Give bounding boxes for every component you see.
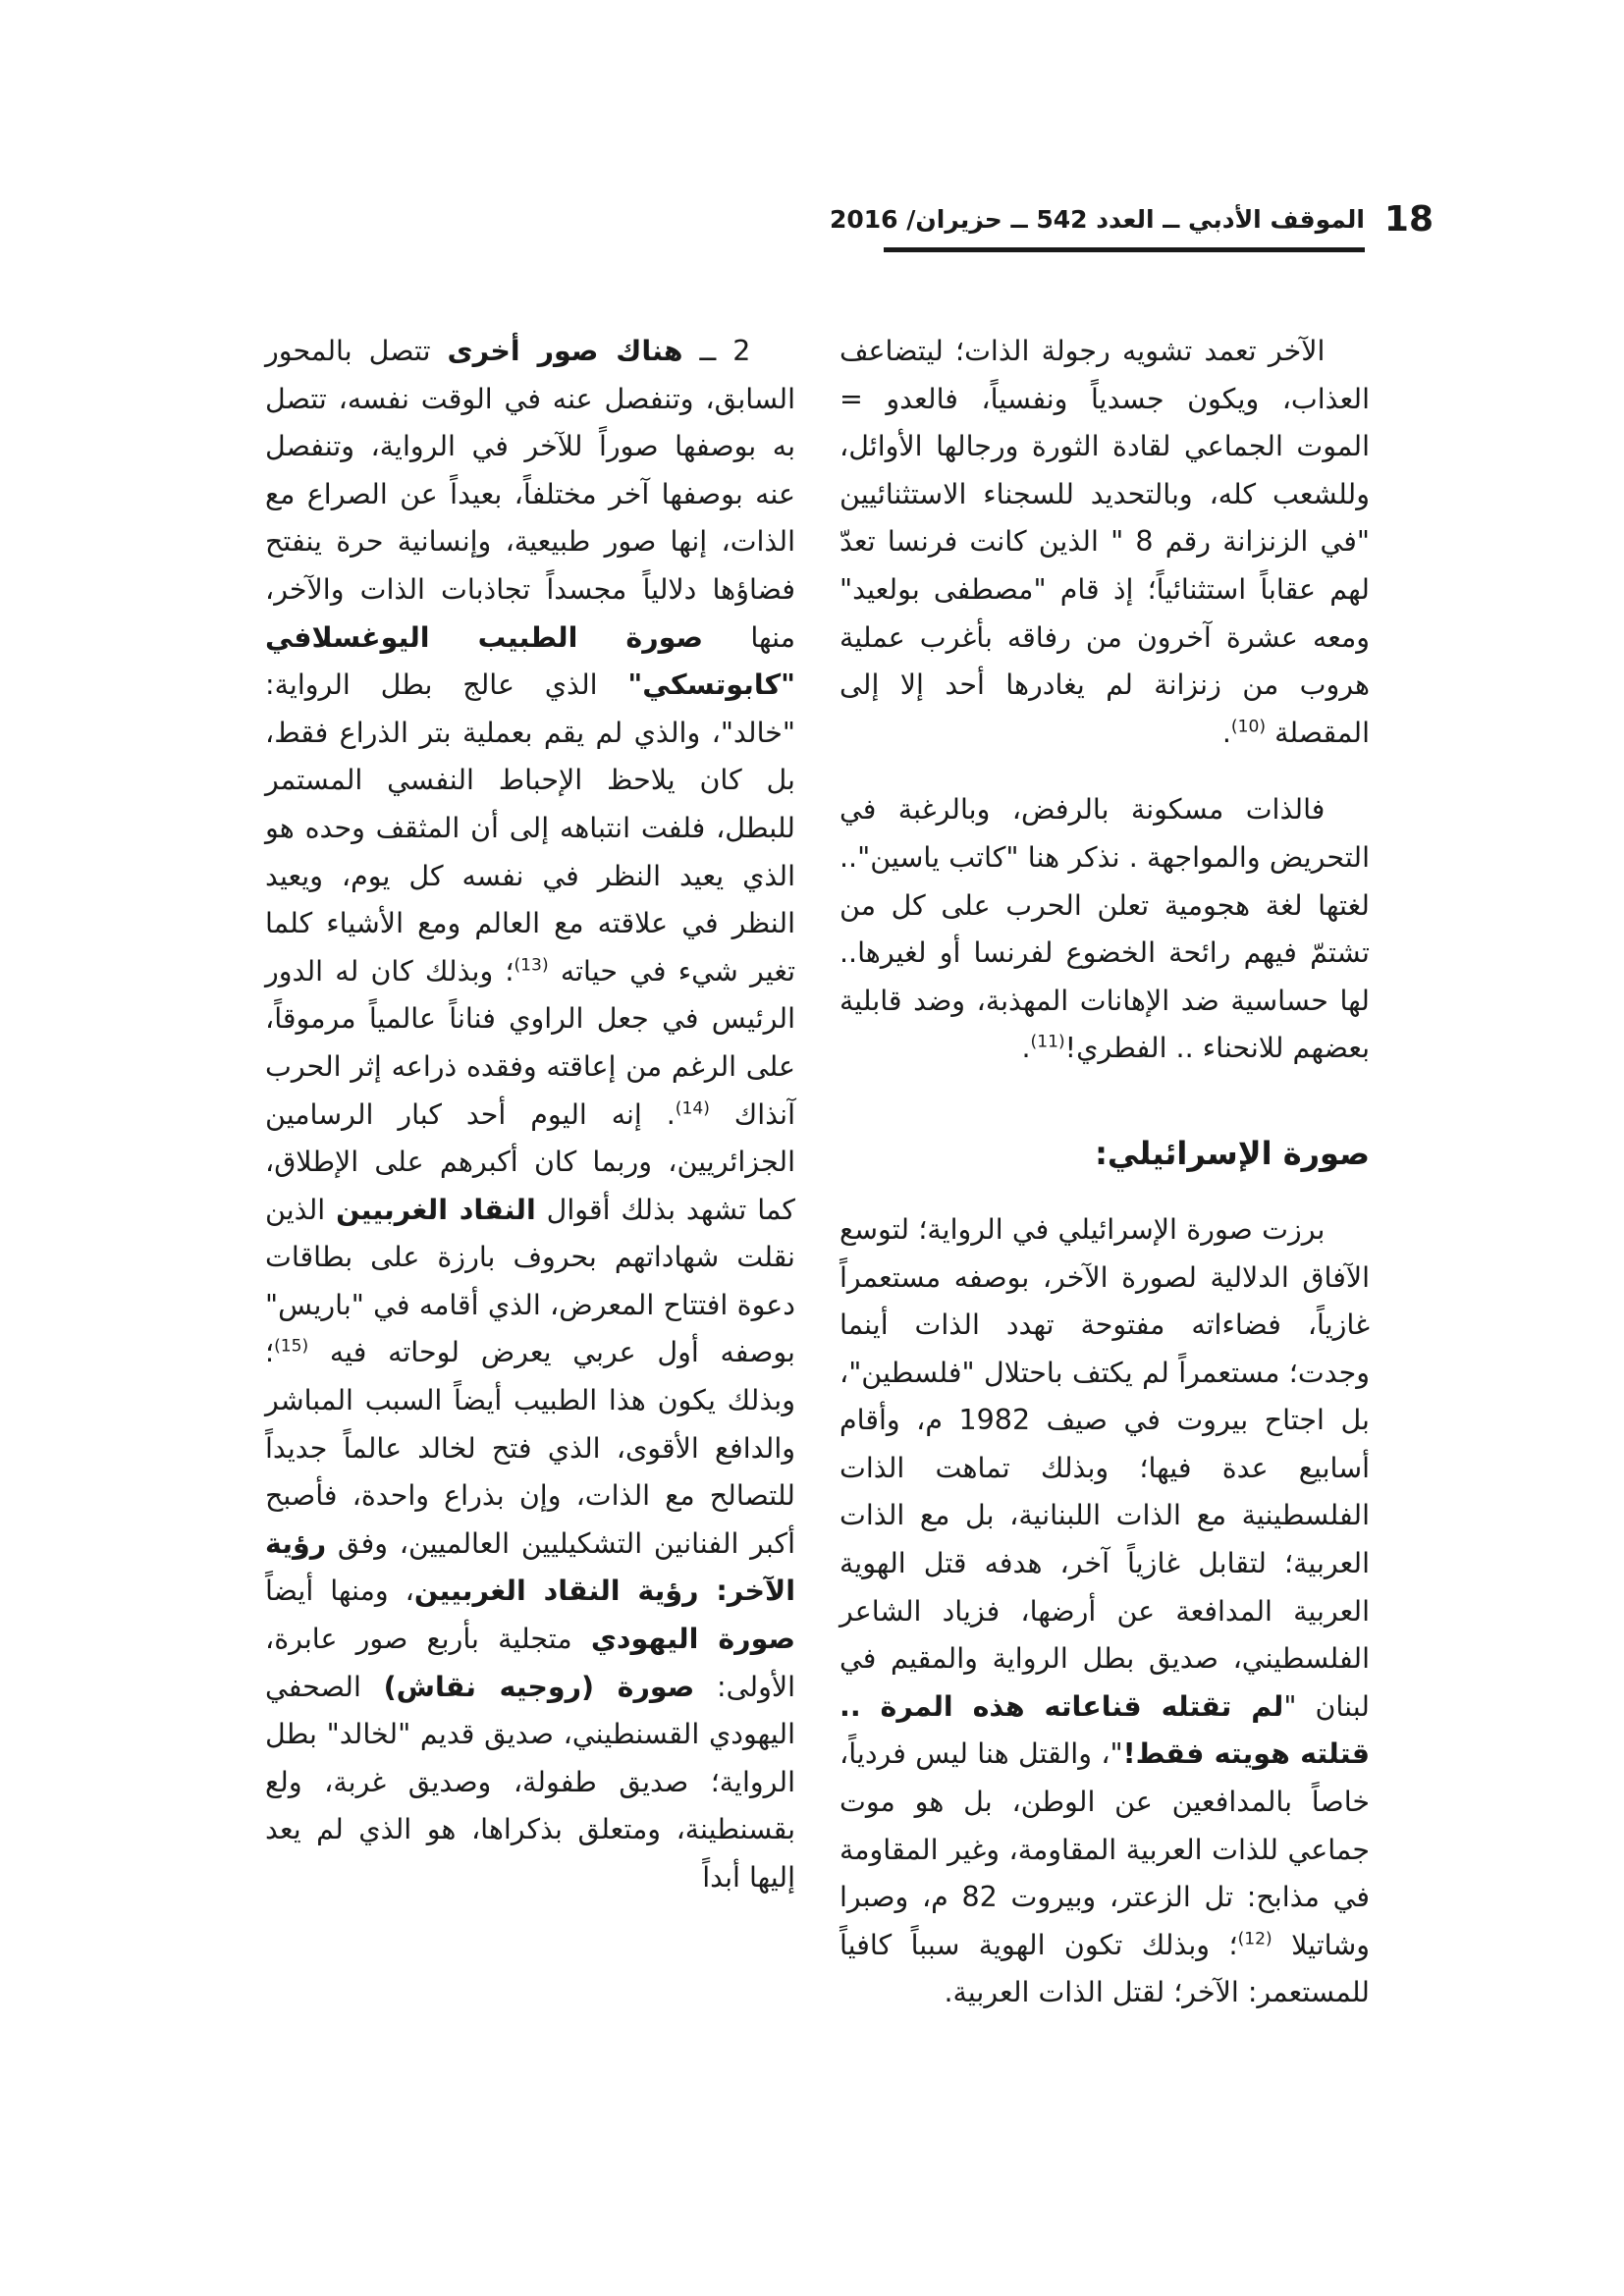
text-run-3: ؛ وبذلك كان له الدور الرئيس في جعل الراوي فناناً عالمياً مرموقاً، على الرغم من إعاقته وفقده ذراعه إثر الحرب آنذاك: [265, 954, 795, 1131]
paragraph-1: [839, 328, 1370, 757]
footnote-ref-14: (14): [675, 1098, 710, 1118]
text-run-4: . إنه اليوم أحد كبار الرسامين الجزائريين، وربما كان أكبرهم على الإطلاق، كما تشهد بذلك أقوال: [265, 1097, 795, 1226]
bold-phrase-1: هناك صور أخرى: [447, 335, 683, 367]
footnote-ref-15: (15): [274, 1336, 309, 1357]
text-run-2: الذي عالج بطل الرواية: "خالد"، والذي لم يقم بعملية بتر الذراع فقط، بل كان يلاحظ الإحباط النفسي المستمر للبطل، فلفت انتباهه إلى أن المثقف وحده هو الذي يعيد النظر في نفسه كل يوم، ويعيد النظر في علاقته مع العالم ومع الأشياء كلما تغير شيء في حياته: [265, 668, 795, 988]
bold-phrase-6: صورة (روجيه نقاش): [383, 1670, 695, 1703]
text-run-1: تتصل بالمحور السابق، وتنفصل عنه في الوقت نفسه، تتصل به بوصفها صوراً للآخر في الرواية، وتنفصل عنه بوصفها آخر مختلفاً، بعيداً عن الصراع مع الذات، إنها صور طبيعية، وإنسانية حرة ينفتح فضاؤها دلالياً مجسداً تجاذبات الذات والآخر، منها: [265, 335, 795, 654]
page-header: [829, 192, 1434, 251]
bold-phrase-4: رؤية الآخر: رؤية النقاد الغربيين: [265, 1526, 795, 1608]
page-number: 18: [1383, 199, 1434, 240]
right-column: [839, 328, 1370, 2017]
paragraph-1-text: الآخر تعمد تشويه رجولة الذات؛ ليتضاعف العذاب، ويكون جسدياً ونفسياً، فالعدو = الموت الجماعي لقادة الثورة ورجالها الأوائل، وللشعب كله، وبالتحديد للسجناء الاستثنائيين "في الزنزانة رقم 8 " الذين كانت فرنسا تعدّ لهم عقاباً استثنائياً؛ إذ قام "مصطفى بولعيد" ومعه عشرة آخرون من رفاقه بأغرب عملية هروب من زنزانة لم يغادرها أحد إلا إلى المقصلة: [839, 335, 1370, 749]
paragraph-3-quote: لم تقتله قناعاته هذه المرة .. قتلته هويته فقط!: [839, 1689, 1370, 1771]
text-run-9: الصحفي اليهودي القسنطيني، صديق قديم "لخالد" بطل الرواية؛ صديق طفولة، وصديق غربة، ولع بقسنطينة، ومتعلق بذكراها، هو الذي لم يعد إليها أبداً: [265, 1670, 795, 1894]
paragraph-3: [839, 1206, 1370, 2017]
running-title: الموقف الأدبي ــ العدد 542 ــ حزيران/ 2016: [829, 205, 1365, 234]
text-run-6: ؛ وبذلك يكون هذا الطبيب أيضاً السبب المباشر والدافع الأقوى، الذي فتح لخالد عالماً جديداً للتصالح مع الذات، وإن بذراع واحدة، فأصبح أكبر الفنانين التشكيليين العالميين، وفق: [265, 1336, 795, 1560]
text-run-7: ، ومنها أيضاً: [265, 1575, 414, 1608]
bold-phrase-5: صورة اليهودي: [590, 1623, 795, 1656]
paragraph-1-end: .: [1221, 716, 1231, 749]
paragraph-3-text-a: برزت صورة الإسرائيلي في الرواية؛ لتوسع الآفاق الدلالية لصورة الآخر، بوصفه مستعمراً غازياً، فضاءاته مفتوحة تهدد الذات أينما وجدت؛ مستعمراً لم يكتف باحتلال "فلسطين"، بل اجتاح بيروت في صيف 1982 م، وأقام أسابيع عدة فيها؛ وبذلك تماهت الذات الفلسطينية مع الذات اللبنانية، بل مع الذات العربية؛ لتقابل غازياً آخر، هدفه قتل الهوية العربية المدافعة عن أرضها، فزياد الشاعر الفلسطيني، صديق بطل الرواية والمقيم في لبنان ": [839, 1212, 1370, 1723]
paragraph-2-text: فالذات مسكونة بالرفض، وبالرغبة في التحريض والمواجهة . نذكر هنا "كاتب ياسين".. لغتها لغة هجومية تعلن الحرب على كل من تشتمّ فيهم رائحة الخضوع لفرنسا أو لغيرها.. لها حساسية ضد الإهانات المهذبة، وضد قابلية بعضهم للانحناء .. الفطري!: [839, 793, 1370, 1065]
text-run-5: الذين نقلت شهاداتهم بحروف بارزة على بطاقات دعوة افتتاح المعرض، الذي أقامه في "باريس" بوصفه أول عربي يعرض لوحاته فيه: [265, 1193, 795, 1369]
footnote-ref-13: (13): [514, 955, 549, 976]
footnote-ref-11: (11): [1030, 1032, 1065, 1052]
bold-phrase-3: النقاد الغربيين: [336, 1193, 536, 1226]
paragraph-2-end: .: [1021, 1032, 1031, 1065]
header-rule: [884, 247, 1365, 252]
paragraph-2: [839, 786, 1370, 1073]
item-number: 2 ــ: [699, 335, 751, 367]
paragraph-4: [265, 328, 795, 1902]
bold-phrase-2: صورة الطبيب اليوغسلافي "كابوتسكي": [265, 620, 795, 702]
section-heading: صورة الإسرائيلي:: [1095, 1134, 1370, 1172]
paragraph-3-end: ؛ وبذلك تكون الهوية سبباً كافياً للمستعمر: الآخر؛ لقتل الذات العربية.: [839, 1928, 1370, 2009]
footnote-ref-10: (10): [1230, 717, 1266, 737]
paragraph-3-text-b: "، والقتل هنا ليس فردياً، خاصاً بالمدافعين عن الوطن، بل هو موت جماعي للذات العربية المقاومة، وغير المقاومة في مذابح: تل الزعتر، وبيروت 82 م، وصبرا وشاتيلا: [839, 1737, 1370, 1961]
left-column: [265, 328, 795, 1902]
text-run-8: متجلية بأربع صور عابرة، الأولى:: [265, 1623, 796, 1703]
footnote-ref-12: (12): [1237, 1929, 1272, 1949]
